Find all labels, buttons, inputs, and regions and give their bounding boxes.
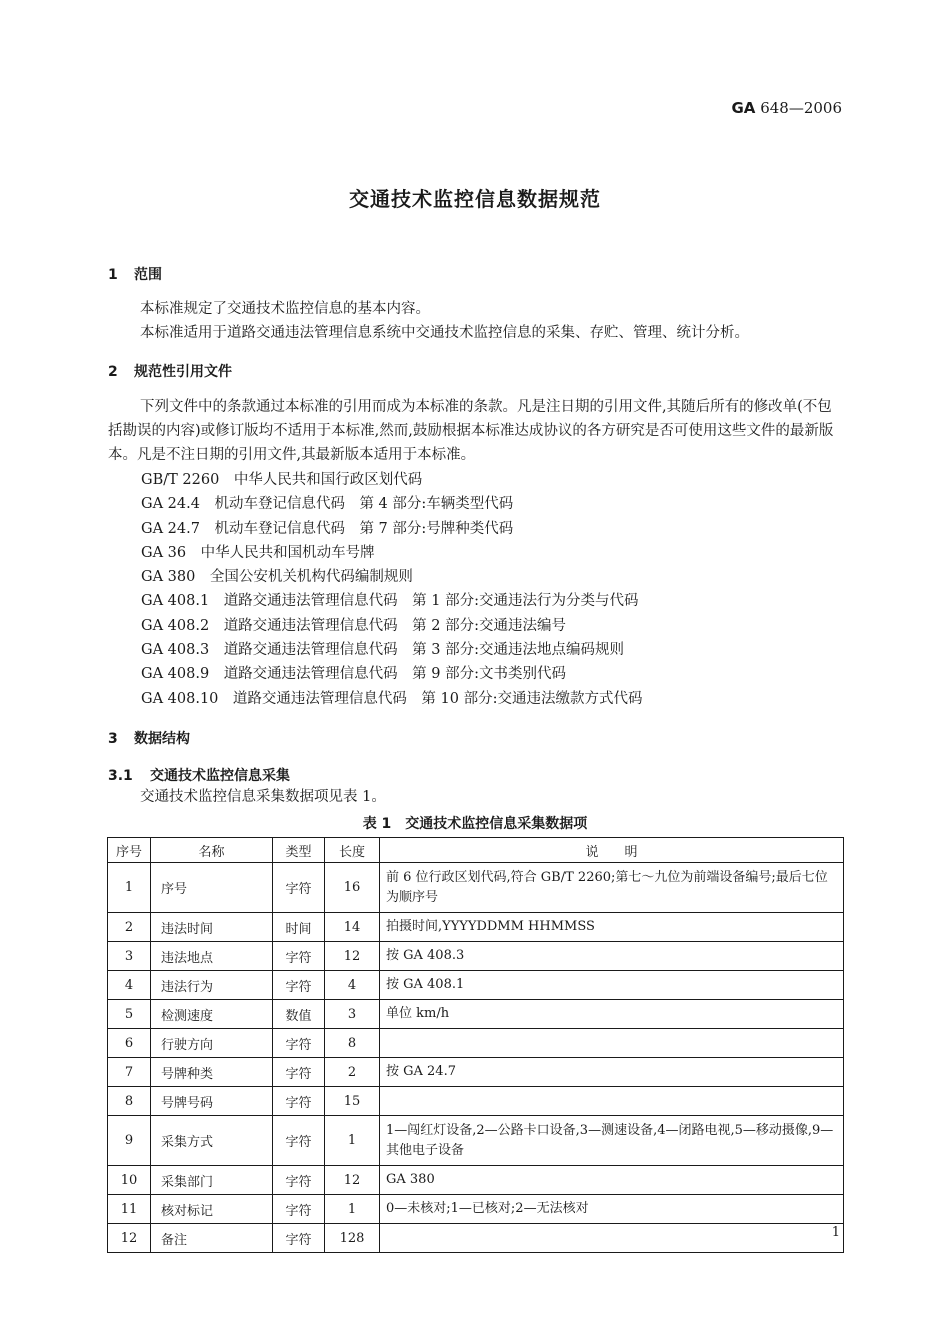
table-row	[108, 1029, 844, 1058]
reference-title: 全国公安机关机构代码编制规则	[209, 569, 413, 586]
cell-description: 按 GA 24.7	[380, 1058, 844, 1087]
cell-type: 字符	[273, 942, 325, 971]
cell-length: 15	[325, 1087, 380, 1116]
cell-index: 5	[108, 1000, 151, 1029]
reference-item	[141, 662, 642, 686]
reference-list	[141, 468, 642, 711]
table-row	[108, 863, 844, 913]
cell-index: 1	[108, 863, 151, 913]
cell-index: 7	[108, 1058, 151, 1087]
cell-name: 号牌号码	[151, 1087, 273, 1116]
reference-item	[141, 468, 642, 492]
reference-item	[141, 638, 642, 662]
table-row	[108, 1058, 844, 1087]
cell-description: 0—未核对;1—已核对;2—无法核对	[380, 1195, 844, 1224]
cell-name: 号牌种类	[151, 1058, 273, 1087]
section-3-heading: 3 数据结构	[108, 731, 190, 747]
references-intro: 下列文件中的条款通过本标准的引用而成为本标准的条款。凡是注日期的引用文件,其随后所有的修改单(不包括勘误的内容)或修订版均不适用于本标准,然而,鼓励根据本标准达成协议的各方研究是否可使用这些文件的最新版本。凡是不注日期的引用文件,其最新版本适用于本标准。	[108, 399, 834, 463]
document-title: 交通技术监控信息数据规范	[349, 187, 601, 211]
reference-title: 机动车登记信息代码 第 4 部分:车辆类型代码	[214, 496, 514, 513]
cell-length: 1	[325, 1116, 380, 1166]
reference-code: GA 408.3	[141, 642, 210, 659]
cell-length: 4	[325, 971, 380, 1000]
cell-name: 违法时间	[151, 913, 273, 942]
cell-type: 字符	[273, 1166, 325, 1195]
reference-title: 道路交通违法管理信息代码 第 2 部分:交通违法编号	[223, 617, 567, 634]
cell-description: 拍摄时间,YYYYDDMM HHMMSS	[380, 913, 844, 942]
cell-type: 数值	[273, 1000, 325, 1029]
cell-name: 行驶方向	[151, 1029, 273, 1058]
cell-name: 采集部门	[151, 1166, 273, 1195]
cell-length: 2	[325, 1058, 380, 1087]
cell-index: 3	[108, 942, 151, 971]
reference-title: 道路交通违法管理信息代码 第 3 部分:交通违法地点编码规则	[223, 642, 625, 659]
cell-name: 备注	[151, 1224, 273, 1253]
cell-description: 前 6 位行政区划代码,符合 GB/T 2260;第七～九位为前端设备编号;最后七位为顺序号	[380, 863, 844, 913]
cell-length: 12	[325, 1166, 380, 1195]
reference-title: 中华人民共和国机动车号牌	[200, 544, 375, 561]
cell-description	[380, 1087, 844, 1116]
cell-type: 字符	[273, 1029, 325, 1058]
col-header-name: 名称	[151, 838, 273, 863]
table-row	[108, 1224, 844, 1253]
table-row	[108, 1116, 844, 1166]
table-row	[108, 1166, 844, 1195]
cell-name: 核对标记	[151, 1195, 273, 1224]
cell-index: 11	[108, 1195, 151, 1224]
reference-title: 机动车登记信息代码 第 7 部分:号牌种类代码	[214, 520, 514, 537]
cell-index: 4	[108, 971, 151, 1000]
reference-item	[141, 541, 642, 565]
col-header-index: 序号	[108, 838, 151, 863]
cell-name: 违法地点	[151, 942, 273, 971]
cell-length: 128	[325, 1224, 380, 1253]
reference-title: 道路交通违法管理信息代码 第 10 部分:交通违法缴款方式代码	[232, 690, 643, 707]
reference-code: GA 408.1	[141, 593, 210, 610]
table-header-row	[108, 838, 844, 863]
cell-index: 2	[108, 913, 151, 942]
table-row	[108, 942, 844, 971]
cell-index: 8	[108, 1087, 151, 1116]
scope-paragraph-2: 本标准适用于道路交通违法管理信息系统中交通技术监控信息的采集、存贮、管理、统计分析。	[140, 325, 749, 341]
reference-item	[141, 614, 642, 638]
cell-description	[380, 1224, 844, 1253]
col-header-description: 说 明	[380, 838, 844, 863]
reference-item	[141, 517, 642, 541]
cell-index: 6	[108, 1029, 151, 1058]
reference-code: GA 408.9	[141, 666, 210, 683]
table-row	[108, 1000, 844, 1029]
reference-item	[141, 687, 642, 711]
cell-description: 按 GA 408.1	[380, 971, 844, 1000]
reference-title: 中华人民共和国行政区划代码	[233, 472, 423, 488]
reference-code: GA 36	[141, 544, 187, 561]
reference-code: GA 380	[141, 569, 196, 586]
reference-code: GA 408.10	[141, 690, 219, 707]
cell-description: 单位 km/h	[380, 1000, 844, 1029]
reference-code: GB/T 2260	[141, 472, 220, 488]
reference-title: 道路交通违法管理信息代码 第 9 部分:文书类别代码	[223, 666, 567, 683]
cell-description: 按 GA 408.3	[380, 942, 844, 971]
col-header-length: 长度	[325, 838, 380, 863]
cell-type: 字符	[273, 1224, 325, 1253]
cell-description: GA 380	[380, 1166, 844, 1195]
page-number: 1	[831, 1225, 840, 1240]
reference-item	[141, 565, 642, 589]
cell-length: 3	[325, 1000, 380, 1029]
cell-index: 10	[108, 1166, 151, 1195]
cell-length: 1	[325, 1195, 380, 1224]
section-3-1-heading: 3.1 交通技术监控信息采集	[108, 768, 290, 784]
cell-type: 字符	[273, 1195, 325, 1224]
cell-type: 字符	[273, 863, 325, 913]
table-row	[108, 913, 844, 942]
col-header-type: 类型	[273, 838, 325, 863]
standard-number: GA 648—2006	[731, 99, 842, 117]
cell-description: 1—闯红灯设备,2—公路卡口设备,3—测速设备,4—闭路电视,5—移动摄像,9—其他电子设备	[380, 1116, 844, 1166]
section-2-heading: 2 规范性引用文件	[108, 364, 232, 380]
cell-name: 序号	[151, 863, 273, 913]
cell-length: 8	[325, 1029, 380, 1058]
table-row	[108, 1087, 844, 1116]
reference-code: GA 24.7	[141, 520, 200, 537]
cell-index: 9	[108, 1116, 151, 1166]
reference-item	[141, 589, 642, 613]
cell-description	[380, 1029, 844, 1058]
reference-code: GA 408.2	[141, 617, 210, 634]
cell-index: 12	[108, 1224, 151, 1253]
cell-name: 检测速度	[151, 1000, 273, 1029]
cell-length: 12	[325, 942, 380, 971]
table-caption: 表 1 交通技术监控信息采集数据项	[362, 816, 588, 832]
data-items-table	[107, 837, 844, 1253]
cell-type: 时间	[273, 913, 325, 942]
cell-name: 违法行为	[151, 971, 273, 1000]
cell-length: 16	[325, 863, 380, 913]
cell-name: 采集方式	[151, 1116, 273, 1166]
table-row	[108, 971, 844, 1000]
cell-type: 字符	[273, 1087, 325, 1116]
reference-title: 道路交通违法管理信息代码 第 1 部分:交通违法行为分类与代码	[223, 593, 639, 610]
cell-type: 字符	[273, 1058, 325, 1087]
reference-code: GA 24.4	[141, 496, 200, 513]
section-1-heading: 1 范围	[108, 267, 162, 283]
cell-length: 14	[325, 913, 380, 942]
cell-type: 字符	[273, 971, 325, 1000]
table-row	[108, 1195, 844, 1224]
cell-type: 字符	[273, 1116, 325, 1166]
scope-paragraph-1: 本标准规定了交通技术监控信息的基本内容。	[140, 301, 430, 317]
section-3-1-text: 交通技术监控信息采集数据项见表 1。	[140, 789, 386, 805]
reference-item	[141, 492, 642, 516]
